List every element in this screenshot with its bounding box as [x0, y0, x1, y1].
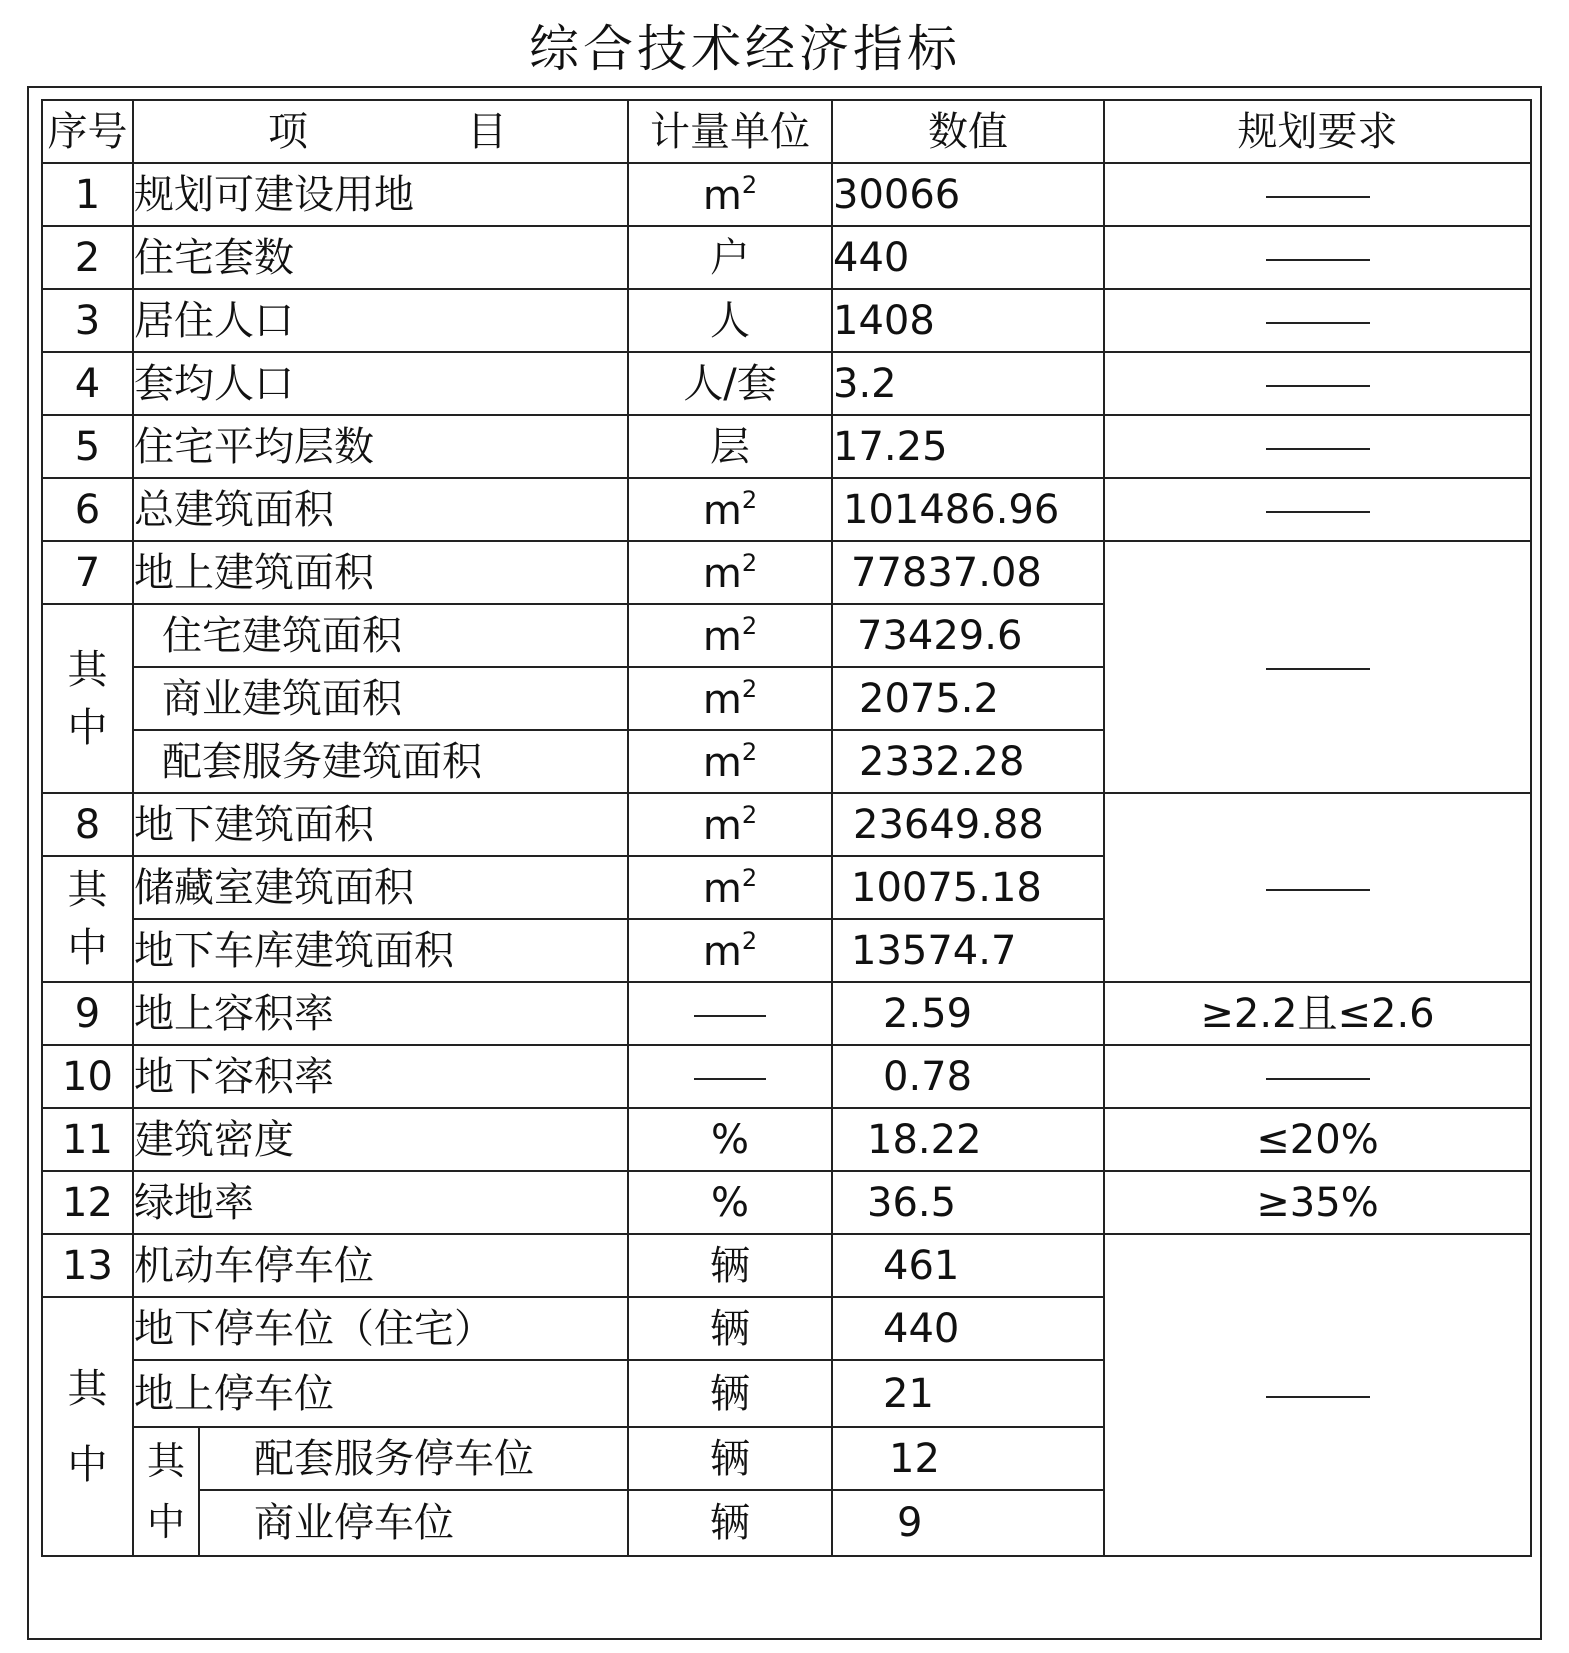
dash-mark [694, 1078, 766, 1080]
unit-m: m [702, 866, 742, 912]
row-item: 住宅建筑面积 [133, 604, 628, 667]
row-requirement [1104, 289, 1531, 352]
table-row [42, 478, 1531, 541]
row-seq: 8 [42, 793, 133, 856]
row-value: 17.25 [832, 415, 1104, 478]
row-unit [628, 667, 832, 730]
row-value: 440 [832, 1297, 1104, 1360]
group-label-zhong: 中 [67, 704, 108, 751]
dash-mark [694, 1015, 766, 1017]
row-value: 2075.2 [832, 667, 1104, 730]
row-item: 储藏室建筑面积 [133, 856, 628, 919]
row-seq: 7 [42, 541, 133, 604]
group-label-qi: 其 [67, 646, 108, 693]
row-item: 商业停车位 [199, 1490, 628, 1556]
row-seq: 5 [42, 415, 133, 478]
row-value: 1408 [832, 289, 1104, 352]
row-unit [628, 919, 832, 982]
table-row [42, 1234, 1531, 1297]
dash-mark [1266, 1078, 1370, 1080]
table-row [42, 289, 1531, 352]
group-label-7 [42, 604, 133, 793]
header-value: 数值 [832, 100, 1104, 163]
row-value: 461 [832, 1234, 1104, 1297]
dash-mark [1266, 322, 1370, 324]
row-unit [628, 541, 832, 604]
group-label-sub [133, 1427, 199, 1556]
row-unit: 辆 [628, 1360, 832, 1427]
row-value: 101486.96 [832, 478, 1104, 541]
row-requirement [1104, 226, 1531, 289]
row-value: 18.22 [832, 1108, 1104, 1171]
header-unit: 计量单位 [628, 100, 832, 163]
row-item: 住宅套数 [133, 226, 628, 289]
row-seq: 1 [42, 163, 133, 226]
header-requirement: 规划要求 [1104, 100, 1531, 163]
row-value: 73429.6 [832, 604, 1104, 667]
row-requirement [1104, 478, 1531, 541]
row-seq: 11 [42, 1108, 133, 1171]
unit-m: m [702, 677, 742, 723]
row-unit: 户 [628, 226, 832, 289]
row-item: 绿地率 [133, 1171, 628, 1234]
row-value: 2332.28 [832, 730, 1104, 793]
unit-m: m [702, 929, 742, 975]
row-unit: 人 [628, 289, 832, 352]
header-item-right: 目 [467, 108, 507, 155]
row-unit: 层 [628, 415, 832, 478]
row-unit: % [628, 1171, 832, 1234]
row-unit: 辆 [628, 1427, 832, 1490]
header-seq: 序号 [42, 100, 133, 163]
table-row [42, 1045, 1531, 1108]
dash-mark [1266, 511, 1370, 513]
row-value: 21 [832, 1360, 1104, 1427]
group-label-qi: 其 [67, 867, 108, 913]
row-unit [628, 730, 832, 793]
row-unit [628, 793, 832, 856]
row-item: 商业建筑面积 [133, 667, 628, 730]
unit-m: m [702, 551, 742, 597]
header-item-left: 项 [268, 108, 308, 155]
row-unit: 辆 [628, 1490, 832, 1556]
row-value: 440 [832, 226, 1104, 289]
row-item: 总建筑面积 [133, 478, 628, 541]
group-label-qi: 其 [67, 1365, 108, 1412]
row-item: 地上容积率 [133, 982, 628, 1045]
unit-m: m [702, 614, 742, 660]
header-item [133, 100, 628, 163]
table-row [42, 1171, 1531, 1234]
row-requirement: ≥35% [1104, 1171, 1531, 1234]
row-requirement [1104, 415, 1531, 478]
unit-sq: 2 [741, 549, 758, 577]
row-item: 配套服务建筑面积 [133, 730, 628, 793]
table-row [42, 163, 1531, 226]
table-row [42, 415, 1531, 478]
row-item: 建筑密度 [133, 1108, 628, 1171]
row-seq: 2 [42, 226, 133, 289]
row-value: 2.59 [832, 982, 1104, 1045]
row-item: 地上停车位 [133, 1360, 628, 1427]
unit-m: m [702, 488, 742, 534]
row-item: 地上建筑面积 [133, 541, 628, 604]
row-requirement: ≤20% [1104, 1108, 1531, 1171]
dash-mark [1266, 385, 1370, 387]
row-item: 套均人口 [133, 352, 628, 415]
table-row [42, 982, 1531, 1045]
unit-sq: 2 [741, 675, 758, 703]
row-unit [628, 478, 832, 541]
unit-sq: 2 [741, 738, 758, 766]
unit-m: m [702, 173, 742, 219]
group-label-13 [42, 1297, 133, 1556]
row-requirement [1104, 163, 1531, 226]
row-unit [628, 982, 832, 1045]
row-unit: 人/套 [628, 352, 832, 415]
row-item: 地下停车位（住宅） [133, 1297, 628, 1360]
unit-sq: 2 [741, 486, 758, 514]
table-row [42, 1108, 1531, 1171]
row-value: 0.78 [832, 1045, 1104, 1108]
dash-mark [1266, 259, 1370, 261]
row-unit [628, 856, 832, 919]
row-value: 10075.18 [832, 856, 1104, 919]
group-label-qi: 其 [146, 1438, 185, 1483]
row-seq: 12 [42, 1171, 133, 1234]
page-title: 综合技术经济指标 [529, 20, 961, 78]
row-requirement [1104, 1045, 1531, 1108]
dash-mark [1266, 196, 1370, 198]
row-unit [628, 1045, 832, 1108]
unit-m: m [702, 740, 742, 786]
row-item: 配套服务停车位 [199, 1427, 628, 1490]
dash-mark [1266, 889, 1370, 891]
unit-sq: 2 [741, 801, 758, 829]
row-unit: % [628, 1108, 832, 1171]
row-value: 30066 [832, 163, 1104, 226]
row-seq: 9 [42, 982, 133, 1045]
unit-sq: 2 [741, 864, 758, 892]
row-value: 23649.88 [832, 793, 1104, 856]
unit-sq: 2 [741, 612, 758, 640]
unit-sq: 2 [741, 171, 758, 199]
dash-mark [1266, 1396, 1370, 1398]
unit-sq: 2 [741, 927, 758, 955]
group-label-8 [42, 856, 133, 982]
row-unit [628, 604, 832, 667]
group-label-zhong: 中 [67, 1441, 108, 1488]
row-value: 77837.08 [832, 541, 1104, 604]
row-seq: 13 [42, 1234, 133, 1297]
table-row [42, 352, 1531, 415]
table-row [42, 541, 1531, 604]
row-value: 12 [832, 1427, 1104, 1490]
row-requirement-group-7 [1104, 541, 1531, 793]
row-requirement-group-8 [1104, 793, 1531, 982]
group-label-zhong: 中 [67, 925, 108, 971]
row-value: 3.2 [832, 352, 1104, 415]
row-seq: 4 [42, 352, 133, 415]
row-seq: 3 [42, 289, 133, 352]
table-header-row [42, 100, 1531, 163]
row-unit: 辆 [628, 1297, 832, 1360]
row-item: 居住人口 [133, 289, 628, 352]
dash-mark [1266, 668, 1370, 670]
row-item: 地下建筑面积 [133, 793, 628, 856]
row-value: 9 [832, 1490, 1104, 1556]
row-item: 规划可建设用地 [133, 163, 628, 226]
indicators-table [41, 99, 1532, 1557]
row-unit [628, 163, 832, 226]
table-row [42, 226, 1531, 289]
dash-mark [1266, 448, 1370, 450]
row-unit: 辆 [628, 1234, 832, 1297]
row-item: 住宅平均层数 [133, 415, 628, 478]
row-value: 36.5 [832, 1171, 1104, 1234]
row-item: 机动车停车位 [133, 1234, 628, 1297]
row-requirement: ≥2.2且≤2.6 [1104, 982, 1531, 1045]
row-seq: 10 [42, 1045, 133, 1108]
group-label-zhong: 中 [146, 1499, 185, 1544]
row-requirement [1104, 352, 1531, 415]
row-item: 地下车库建筑面积 [133, 919, 628, 982]
row-value: 13574.7 [832, 919, 1104, 982]
row-seq: 6 [42, 478, 133, 541]
unit-m: m [702, 803, 742, 849]
row-item: 地下容积率 [133, 1045, 628, 1108]
row-requirement-group-13 [1104, 1234, 1531, 1556]
table-row [42, 793, 1531, 856]
